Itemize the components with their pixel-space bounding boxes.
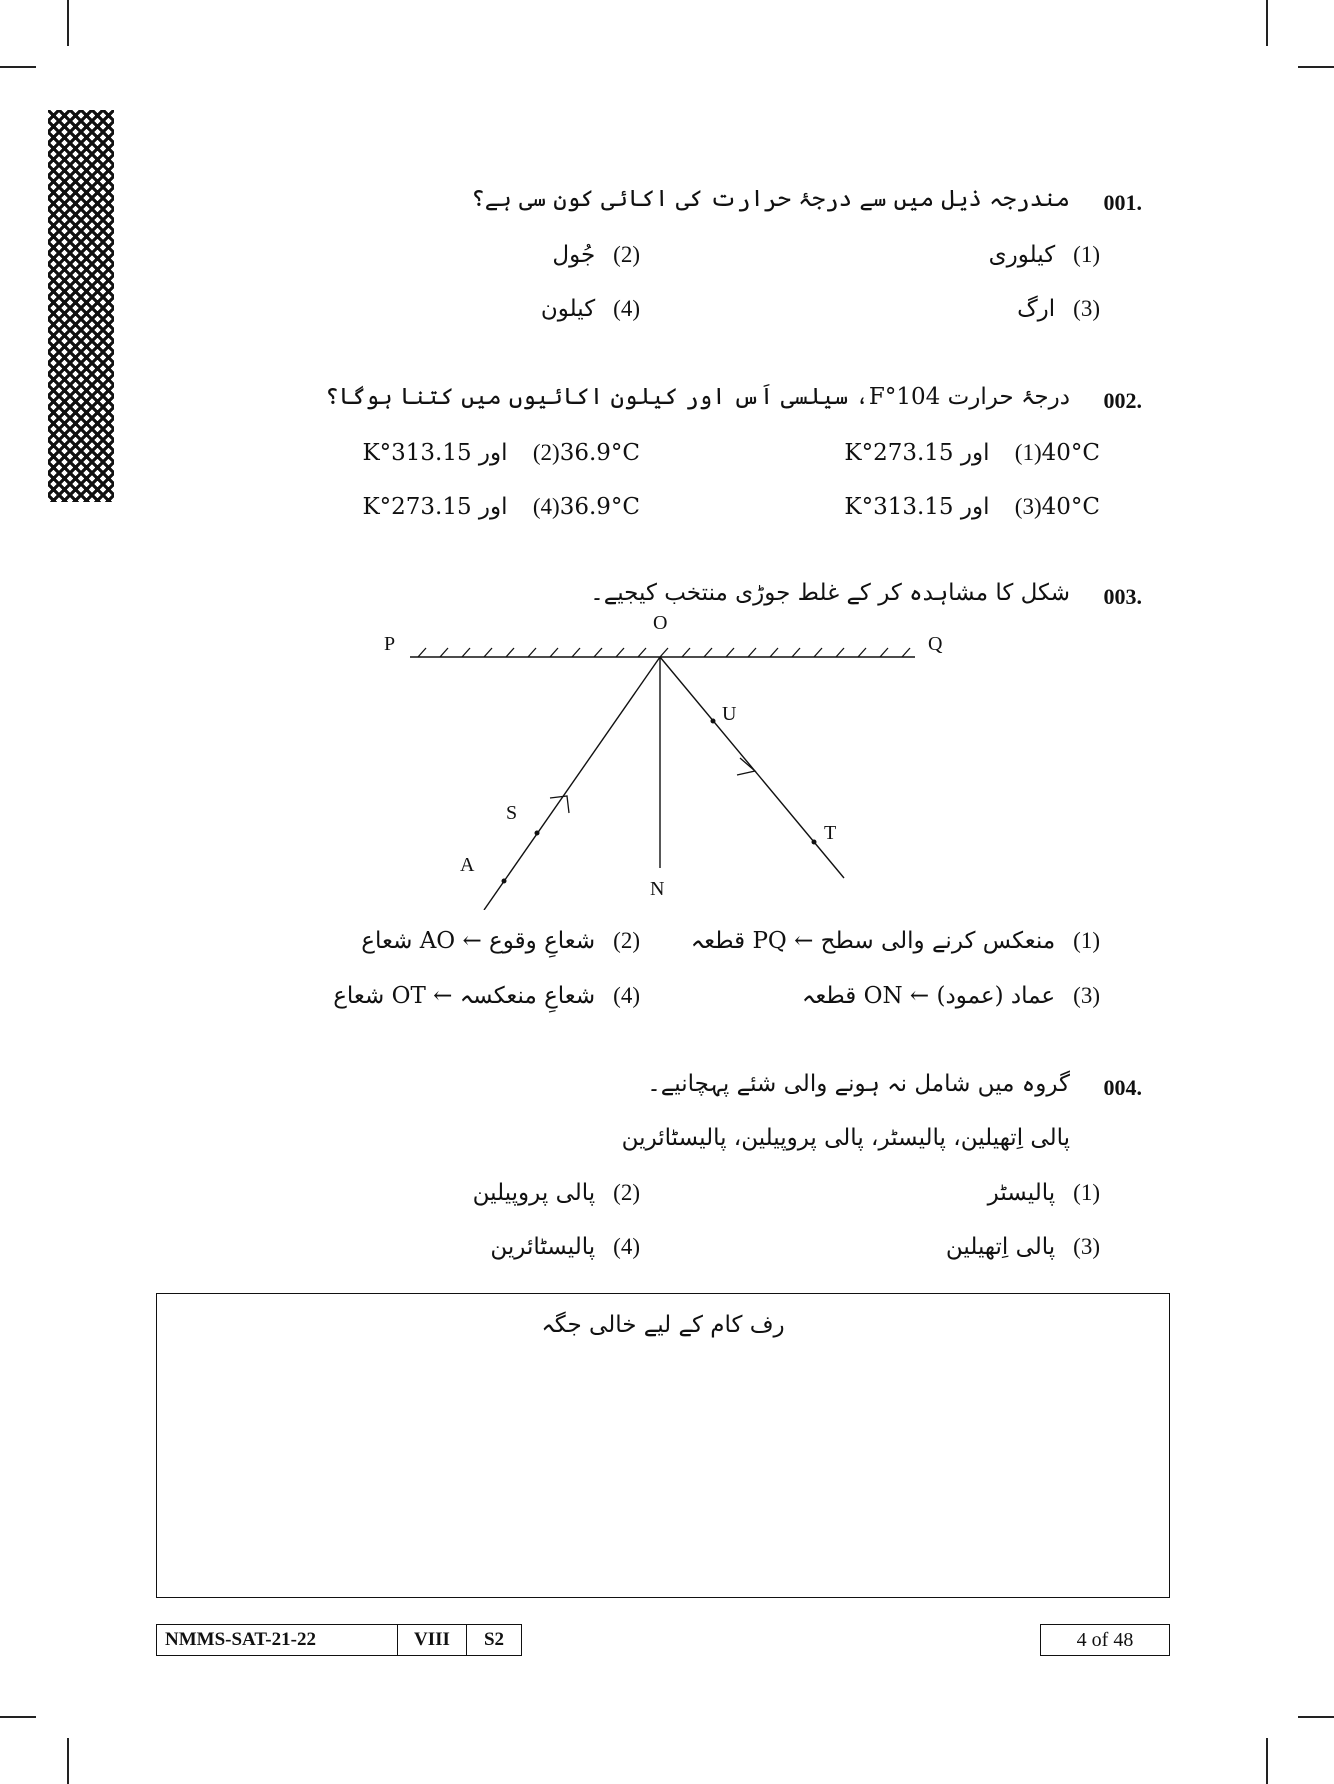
crop-mark — [1266, 1738, 1268, 1784]
option[interactable] — [988, 1180, 1100, 1206]
rough-work-area[interactable] — [156, 1293, 1170, 1598]
crop-mark — [1298, 66, 1334, 68]
question-text: گروہ میں شامل نہ ہونے والی شئے پہچانیے۔ — [647, 1071, 1070, 1097]
crop-mark — [67, 1738, 69, 1784]
option-text: پالیسٹر — [987, 1180, 1056, 1206]
option-text: جُول — [552, 242, 596, 268]
option-text: ارگ — [1017, 296, 1056, 322]
crop-mark — [0, 66, 36, 68]
option-text: کیلوری — [988, 242, 1056, 268]
option[interactable] — [333, 983, 640, 1009]
option[interactable] — [361, 928, 640, 954]
question-text: درجۂ حرارت 104°F، سیلسی اَس اور کیلون اکائیوں میں کتنا ہوگا؟ — [325, 384, 1070, 410]
question-text: مندرجہ ذیل میں سے درجۂ حرارت کی اکائی کون سی ہے؟ — [471, 186, 1070, 212]
option-number: (3) — [1073, 983, 1100, 1008]
option-text: پالیسٹائرین — [490, 1234, 596, 1260]
option-text: پالی اِتھیلین — [945, 1234, 1056, 1260]
reflected-ray — [660, 657, 844, 878]
footer-code-box — [156, 1624, 522, 1656]
option[interactable] — [844, 440, 1100, 466]
question-number: 001. — [1103, 190, 1142, 215]
exam-code: NMMS-SAT-21-22 — [157, 1625, 398, 1655]
option-number: (1) — [1073, 928, 1100, 953]
question-number: 002. — [1103, 388, 1142, 413]
class-label: VIII — [398, 1625, 467, 1655]
option-text: 40°C اور 273.15°K — [844, 440, 1100, 466]
label-a: A — [460, 854, 475, 876]
label-t: T — [824, 822, 837, 844]
point-u — [711, 719, 716, 724]
set-label: S2 — [483, 1629, 505, 1650]
label-u: U — [722, 703, 737, 725]
point-a — [502, 879, 507, 884]
reflection-diagram — [370, 605, 950, 910]
option-number: (4) — [613, 1234, 640, 1259]
crop-mark — [0, 1716, 36, 1718]
option-number: (2) — [613, 1180, 640, 1205]
option[interactable] — [362, 494, 640, 520]
page-number: 4 of 48 — [1040, 1624, 1170, 1656]
rough-work-title: رف کام کے لیے خالی جگہ — [541, 1312, 785, 1338]
incident-ray — [484, 657, 660, 910]
label-n: N — [650, 878, 665, 900]
decorative-border-pattern — [48, 110, 114, 502]
option[interactable] — [473, 1180, 640, 1206]
option-text: 40°C اور 313.15°K — [844, 494, 1100, 520]
label-o: O — [653, 612, 668, 634]
option-number: (4) — [613, 296, 640, 321]
point-t — [812, 840, 817, 845]
option[interactable] — [989, 242, 1100, 268]
option[interactable] — [802, 983, 1100, 1009]
option[interactable] — [691, 928, 1100, 954]
option-number: (3) — [1014, 494, 1042, 519]
option-number: (2) — [613, 242, 640, 267]
option-number: (1) — [1073, 242, 1100, 267]
crop-mark — [1298, 1716, 1334, 1718]
question-number: 004. — [1103, 1075, 1142, 1100]
option-text: پالی پروپیلین — [472, 1180, 596, 1206]
option[interactable] — [844, 494, 1100, 520]
mirror-hatching — [418, 648, 910, 657]
label-q: Q — [928, 633, 943, 655]
option[interactable] — [541, 296, 640, 322]
point-s — [535, 831, 540, 836]
option-number: (1) — [1073, 1180, 1100, 1205]
question-text: شکل کا مشاہدہ کر کے غلط جوڑی منتخب کیجیے۔ — [590, 580, 1070, 606]
label-p: P — [384, 633, 396, 655]
option[interactable] — [552, 242, 640, 268]
label-s: S — [506, 802, 518, 824]
option[interactable] — [946, 1234, 1100, 1260]
crop-mark — [67, 0, 69, 46]
crop-mark — [1266, 0, 1268, 46]
option-number: (4) — [613, 983, 640, 1008]
option-number: (1) — [1014, 440, 1042, 465]
option-text: 36.9°C اور 313.15°K — [362, 440, 640, 466]
option-text: 36.9°C اور 273.15°K — [362, 494, 640, 520]
option-text: منعکس کرنے والی سطح ← PQ قطعہ — [690, 928, 1056, 954]
option-text: عماد (عمود) ← ON قطعہ — [801, 983, 1056, 1009]
question-subtext: پالی اِتھیلین، پالیسٹر، پالی پروپیلین، پالیسٹائرین — [621, 1125, 1070, 1151]
option[interactable] — [362, 440, 640, 466]
question-number: 003. — [1103, 584, 1142, 609]
option-number: (4) — [532, 494, 560, 519]
option[interactable] — [490, 1234, 640, 1260]
option-text: شعاعِ منعکسہ ← OT شعاع — [333, 983, 596, 1009]
option-number: (3) — [1073, 1234, 1100, 1259]
option-text: کیلون — [540, 296, 596, 322]
option-text: شعاعِ وقوع ← AO شعاع — [361, 928, 596, 954]
option-number: (3) — [1073, 296, 1100, 321]
option-number: (2) — [532, 440, 560, 465]
option[interactable] — [1017, 296, 1100, 322]
option-number: (2) — [613, 928, 640, 953]
